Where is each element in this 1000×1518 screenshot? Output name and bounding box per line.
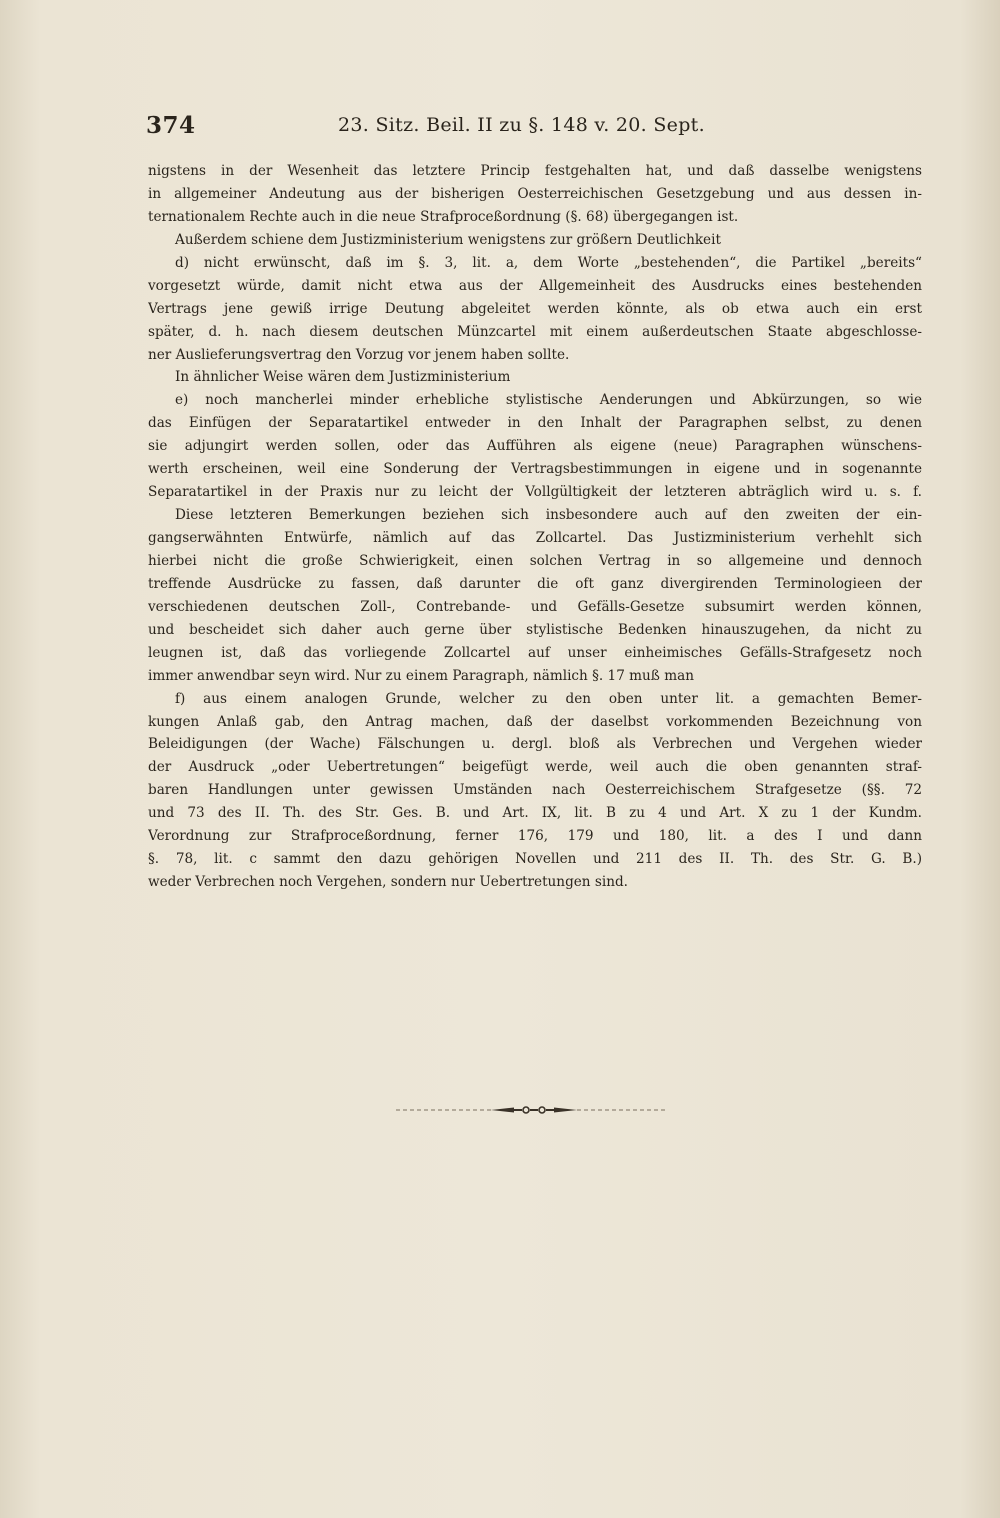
text-line: leugnen ist, daß das vorliegende Zollcartel auf unser einheimisches Gefälls-Strafgesetz noch (148, 644, 922, 661)
text-line: baren Handlungen unter gewissen Umständen nach Oesterreichischem Strafgesetze (§§. 72 (148, 782, 922, 799)
running-head: 23. Sitz. Beil. II zu §. 148 v. 20. Sept. (338, 114, 705, 136)
text-line: gangserwähnten Entwürfe, nämlich auf das Zollcartel. Das Justizministerium verhehlt sich (148, 530, 922, 546)
text-line: treffende Ausdrücke zu fassen, daß darunter die oft ganz divergirenden Terminologieen der (148, 575, 922, 592)
text-line: in allgemeiner Andeutung aus der bisherigen Oesterreichischen Gesetzgebung und aus dessen in- (148, 185, 922, 202)
text-line: später, d. h. nach diesem deutschen Münzcartel mit einem außerdeutschen Staate abgeschlosse- (148, 323, 922, 340)
text-line: das Einfügen der Separatartikel entweder in den Inhalt der Paragraphen selbst, zu denen (148, 415, 922, 432)
text-line: kungen Anlaß gab, den Antrag machen, daß der daselbst vorkommenden Bezeichnung von (148, 713, 922, 730)
page-header (146, 112, 726, 146)
text-line: immer anwendbar seyn wird. Nur zu einem Paragraph, nämlich §. 17 muß man (148, 667, 694, 684)
text-line: Verordnung zur Strafproceßordnung, ferner 176, 179 und 180, lit. a des I und dann (148, 828, 922, 845)
text-line: werth erscheinen, weil eine Sonderung der Vertragsbestimmungen in eigene und in sogenannte (148, 461, 922, 478)
text-line: In ähnlicher Weise wären dem Justizministerium (175, 369, 511, 386)
text-line: Beleidigungen (der Wache) Fälschungen u. dergl. bloß als Verbrechen und Vergehen wieder (148, 736, 922, 753)
page-number: 374 (146, 112, 196, 139)
text-line: nigstens in der Wesenheit das letztere Princip festgehalten hat, und daß dasselbe wenigstens (148, 163, 922, 179)
text-line: Separatartikel in der Praxis nur zu leicht der Vollgültigkeit der letzteren abträglich wird u. s. f. (148, 484, 922, 501)
text-line: f) aus einem analogen Grunde, welcher zu den oben unter lit. a gemachten Bemer- (175, 690, 922, 707)
text-line: weder Verbrechen noch Vergehen, sondern nur Uebertretungen sind. (148, 874, 628, 891)
body-text (148, 160, 922, 894)
text-line: und bescheidet sich daher auch gerne über stylistische Bedenken hinauszugehen, da nicht zu (148, 621, 922, 638)
text-line: und 73 des II. Th. des Str. Ges. B. und Art. IX, lit. B zu 4 und Art. X zu 1 der Kundm. (148, 805, 922, 822)
text-line: der Ausdruck „oder Uebertretungen“ beigefügt werde, weil auch die oben genannten straf- (148, 759, 922, 776)
text-line: vorgesetzt würde, damit nicht etwa aus der Allgemeinheit des Ausdrucks eines bestehenden (148, 277, 922, 294)
text-line: verschiedenen deutschen Zoll-, Contrebande- und Gefälls-Gesetze subsumirt werden können, (148, 598, 922, 615)
text-line: hierbei nicht die große Schwierigkeit, einen solchen Vertrag in so allgemeine und dennoch (148, 552, 922, 569)
text-line: Außerdem schiene dem Justizministerium wenigstens zur größern Deutlichkeit (175, 231, 721, 248)
text-line: d) nicht erwünscht, daß im §. 3, lit. a, dem Worte „bestehenden“, die Partikel „bereits“ (175, 254, 922, 271)
text-line: ner Auslieferungsvertrag den Vorzug vor jenem haben sollte. (148, 346, 570, 363)
text-line: Diese letzteren Bemerkungen beziehen sich insbesondere auch auf den zweiten der ein- (175, 507, 922, 524)
text-line: sie adjungirt werden sollen, oder das Aufführen als eigene (neue) Paragraphen wünschens- (148, 438, 922, 455)
text-line: e) noch mancherlei minder erhebliche stylistische Aenderungen und Abkürzungen, so wie (175, 392, 922, 409)
end-ornament-rule (396, 1100, 676, 1120)
text-line: Vertrags jene gewiß irrige Deutung abgeleitet werden könnte, als ob etwa auch ein erst (148, 300, 922, 317)
text-line: ternationalem Rechte auch in die neue Strafproceßordnung (§. 68) übergegangen ist. (148, 208, 739, 225)
text-line: §. 78, lit. c sammt den dazu gehörigen Novellen und 211 des II. Th. des Str. G. B.) (148, 851, 922, 868)
